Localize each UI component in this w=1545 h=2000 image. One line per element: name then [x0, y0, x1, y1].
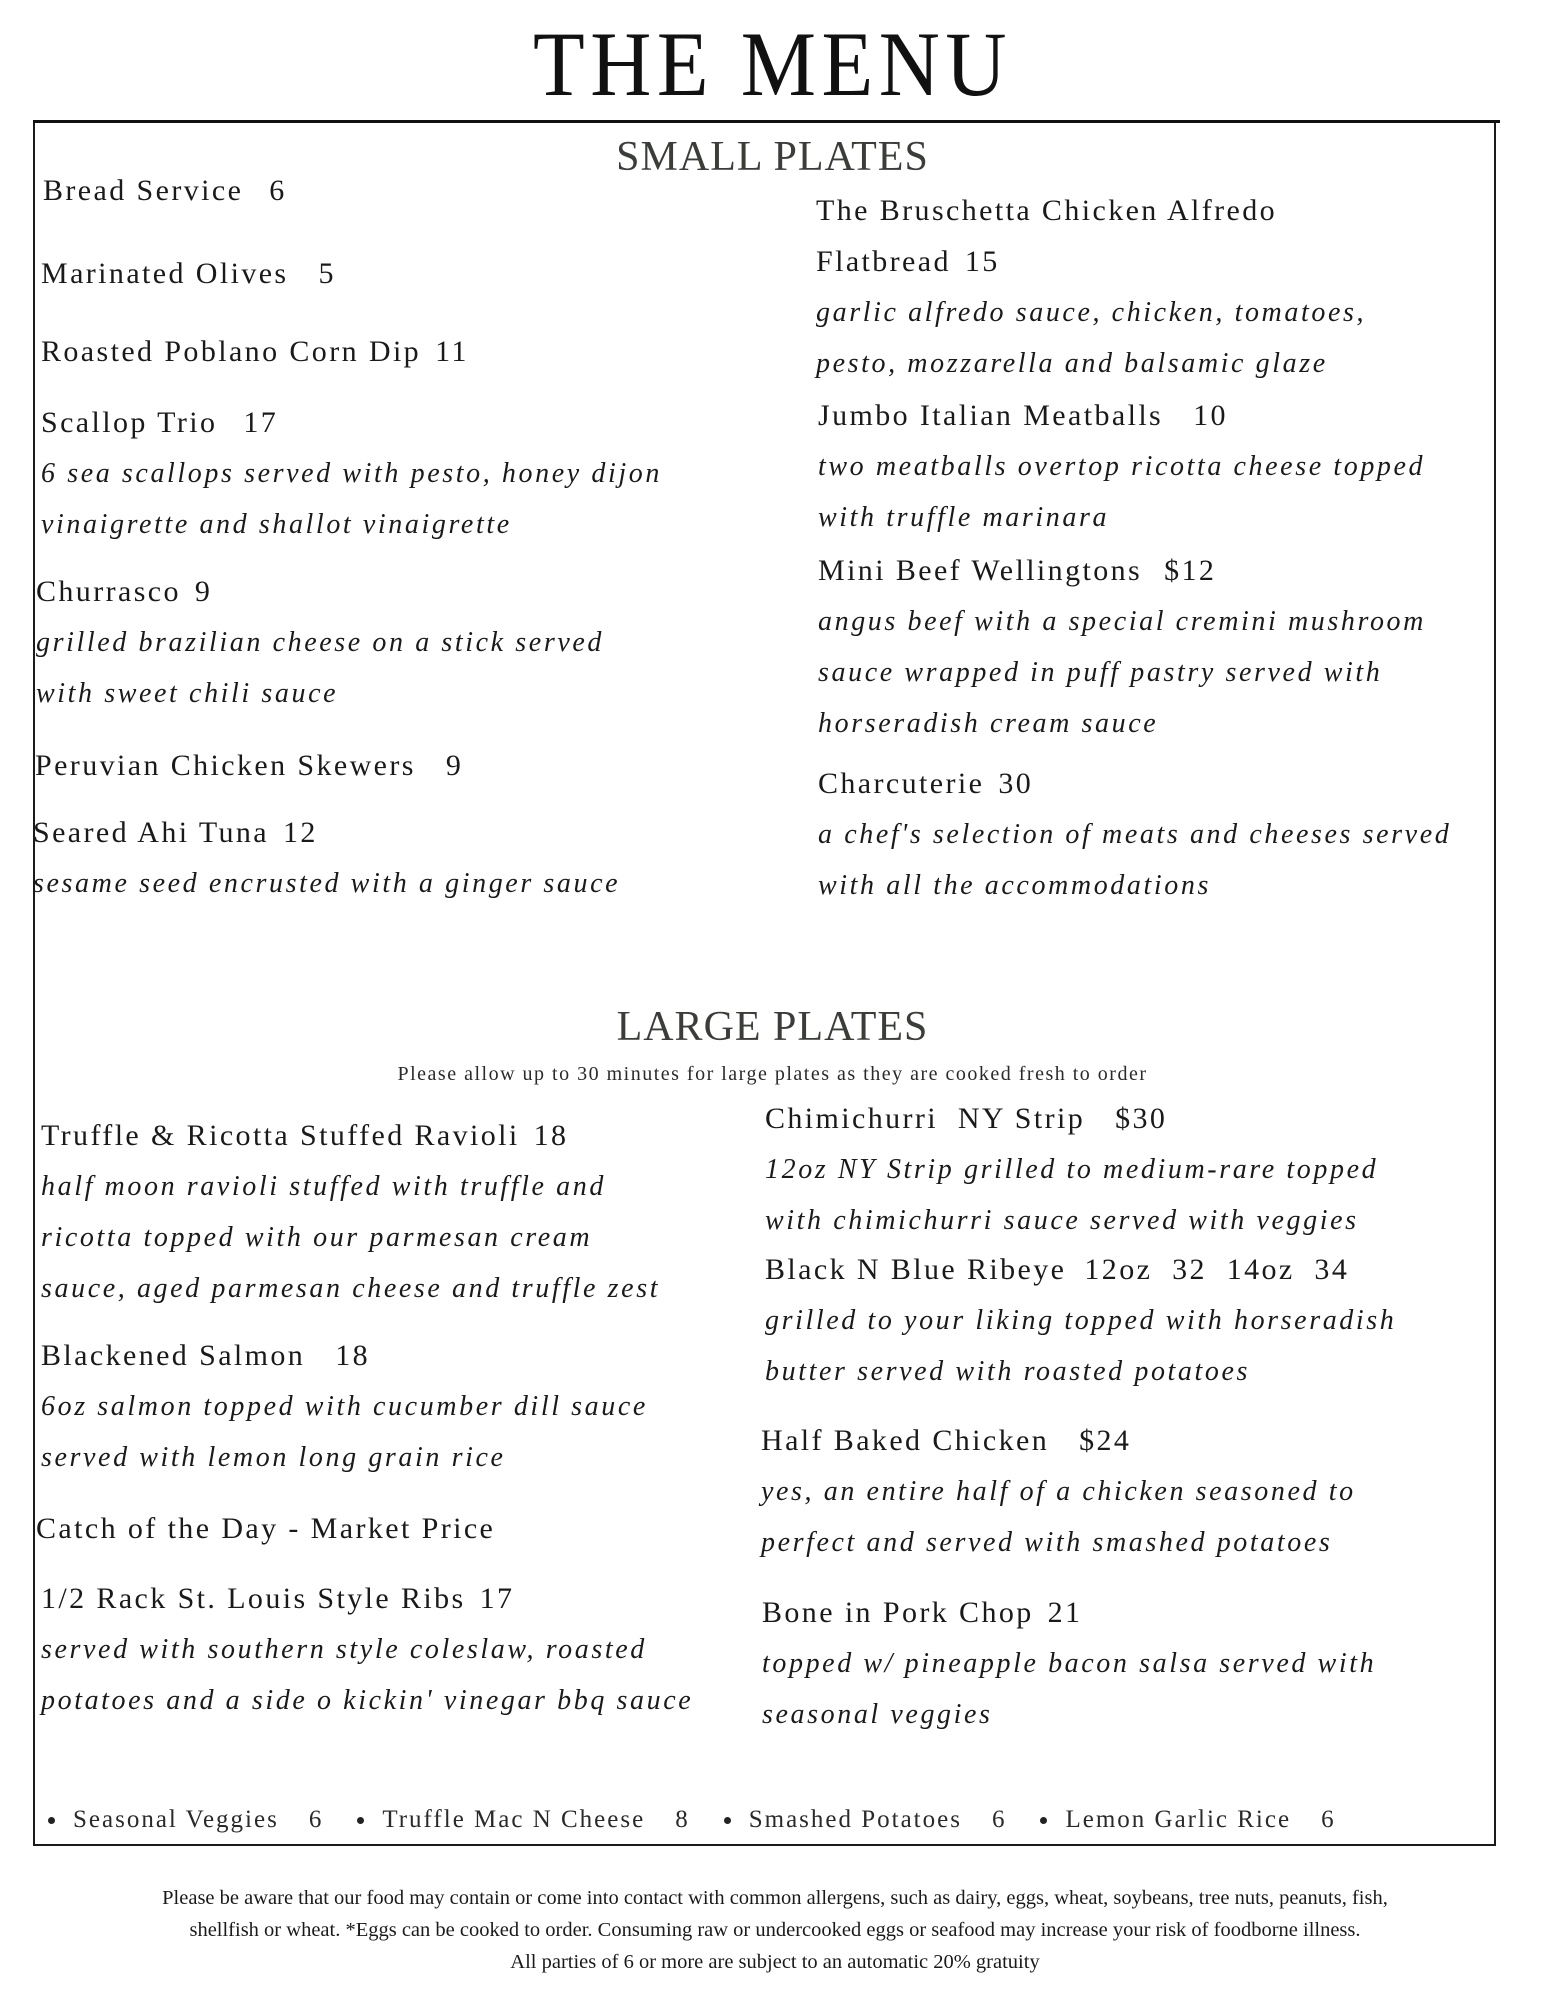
item-price: 17 — [479, 1582, 515, 1615]
item-name: Mini Beef Wellingtons — [818, 554, 1143, 587]
item-description: sauce wrapped in puff pastry served with — [818, 657, 1383, 688]
item-name: Seared Ahi Tuna — [33, 816, 270, 849]
item-description: angus beef with a special cremini mushroom — [818, 606, 1426, 637]
menu-item — [36, 566, 604, 719]
item-price: 11 — [435, 335, 469, 368]
item-price: $24 — [1079, 1424, 1132, 1457]
menu-item — [35, 740, 463, 791]
large-plates-subtitle: Please allow up to 30 minutes for large plates as they are cooked fresh to order — [397, 1063, 1148, 1085]
menu-item — [41, 326, 469, 377]
item-description: a chef's selection of meats and cheeses served — [818, 819, 1452, 850]
menu-item — [818, 545, 1426, 749]
item-price: 17 — [243, 406, 279, 439]
side-item — [1040, 1806, 1335, 1834]
item-description: grilled to your liking topped with horseradish — [765, 1305, 1397, 1336]
allergen-notice-line: Please be aware that our food may contain or come into contact with common allergens, such as dairy, eggs, wheat, soybeans, tree nuts, peanuts, fish, — [162, 1887, 1388, 1909]
bullet-icon — [1040, 1817, 1047, 1824]
side-price: 6 — [308, 1806, 324, 1833]
side-price: 6 — [1321, 1806, 1336, 1833]
item-price: $12 — [1164, 554, 1217, 587]
menu-item — [41, 1330, 648, 1483]
item-name: Bread Service — [43, 174, 244, 207]
menu-item — [41, 397, 662, 550]
item-price: $30 — [1115, 1102, 1168, 1135]
item-name: Half Baked Chicken — [761, 1424, 1050, 1457]
item-description: half moon ravioli stuffed with truffle and — [41, 1171, 606, 1202]
bullet-icon — [357, 1817, 364, 1824]
item-name: Jumbo Italian Meatballs — [818, 399, 1164, 432]
item-description: served with lemon long grain rice — [41, 1442, 506, 1473]
item-price: 18 — [335, 1339, 370, 1372]
side-item — [724, 1806, 1007, 1834]
item-description: butter served with roasted potatoes — [765, 1356, 1251, 1387]
item-name: Chimichurri NY Strip — [765, 1102, 1086, 1135]
item-description: 12oz NY Strip grilled to medium-rare topped — [765, 1154, 1379, 1185]
item-description: pesto, mozzarella and balsamic glaze — [816, 348, 1328, 379]
item-description: horseradish cream sauce — [818, 708, 1159, 739]
item-description: seasonal veggies — [762, 1699, 993, 1730]
item-price: 12oz 32 14oz 34 — [1084, 1253, 1350, 1286]
large-plates-heading: LARGE PLATES — [616, 1004, 929, 1050]
item-name: Marinated Olives — [41, 257, 289, 290]
gratuity-notice: All parties of 6 or more are subject to an automatic 20% gratuity — [510, 1951, 1040, 1973]
item-name: Charcuterie — [818, 767, 985, 800]
item-description: 6oz salmon topped with cucumber dill sauce — [41, 1391, 648, 1422]
item-description: grilled brazilian cheese on a stick served — [36, 627, 604, 658]
item-price: 21 — [1047, 1596, 1083, 1629]
item-description: ricotta topped with our parmesan cream — [41, 1222, 593, 1253]
item-description: with all the accommodations — [818, 870, 1211, 901]
side-name: Lemon Garlic Rice — [1065, 1806, 1292, 1833]
item-name: Truffle & Ricotta Stuffed Ravioli — [41, 1119, 520, 1152]
item-name-line2: Flatbread — [816, 245, 951, 278]
item-price: 12 — [283, 816, 318, 849]
menu-item — [41, 1573, 693, 1726]
side-item — [48, 1806, 323, 1834]
item-name: Blackened Salmon — [41, 1339, 306, 1372]
menu-item — [761, 1415, 1356, 1568]
item-description: 6 sea scallops served with pesto, honey dijon — [41, 458, 662, 489]
item-price: 30 — [998, 767, 1034, 800]
item-description: with truffle marinara — [818, 502, 1110, 533]
allergen-notice — [30, 1882, 1520, 1978]
item-name: Scallop Trio — [41, 406, 218, 439]
menu-item — [818, 758, 1451, 911]
menu-item — [818, 390, 1425, 543]
item-description: topped w/ pineapple bacon salsa served with — [762, 1648, 1377, 1679]
side-name: Truffle Mac N Cheese — [382, 1806, 646, 1833]
bullet-icon — [724, 1817, 731, 1824]
menu-item — [762, 1587, 1376, 1740]
item-description: with sweet chili sauce — [36, 678, 339, 709]
item-description: potatoes and a side o kickin' vinegar bbq sauce — [41, 1685, 694, 1716]
item-price: 9 — [445, 749, 464, 782]
item-price: 5 — [318, 257, 336, 290]
allergen-notice-line: shellfish or wheat. *Eggs can be cooked to order. Consuming raw or undercooked eggs or seafood may increase your risk of foodborne illness. — [189, 1919, 1361, 1941]
item-name: Churrasco — [36, 575, 181, 608]
menu-item — [41, 248, 336, 299]
item-description: two meatballs overtop ricotta cheese topped — [818, 451, 1426, 482]
item-description: with chimichurri sauce served with veggies — [765, 1205, 1359, 1236]
menu-title: THE MENU — [532, 13, 1013, 115]
menu-item — [816, 185, 1366, 389]
item-name: The Bruschetta Chicken Alfredo — [816, 194, 1278, 227]
item-description: vinaigrette and shallot vinaigrette — [41, 509, 512, 540]
bullet-icon — [48, 1817, 55, 1824]
item-price: 10 — [1193, 399, 1228, 432]
menu-item — [41, 1110, 660, 1314]
item-description: served with southern style coleslaw, roasted — [41, 1634, 647, 1665]
item-description: sesame seed encrusted with a ginger sauce — [33, 868, 621, 899]
item-price: 18 — [533, 1119, 569, 1152]
item-name: Peruvian Chicken Skewers — [35, 749, 416, 782]
menu-item — [765, 1244, 1396, 1397]
item-description: perfect and served with smashed potatoes — [761, 1527, 1333, 1558]
menu-item — [36, 1503, 495, 1554]
side-name: Seasonal Veggies — [73, 1806, 279, 1833]
item-name: Black N Blue Ribeye — [765, 1253, 1067, 1286]
sides-row — [48, 1800, 1488, 1840]
small-plates-heading: SMALL PLATES — [616, 134, 929, 180]
item-price: 9 — [194, 575, 213, 608]
side-price: 8 — [675, 1806, 690, 1833]
item-description: yes, an entire half of a chicken seasoned to — [761, 1476, 1356, 1507]
side-price: 6 — [991, 1806, 1007, 1833]
side-item — [357, 1806, 689, 1834]
item-price: 15 — [964, 245, 1000, 278]
menu-frame-top-rule — [33, 120, 1500, 123]
item-name: Bone in Pork Chop — [762, 1596, 1034, 1629]
item-description: sauce, aged parmesan cheese and truffle zest — [41, 1273, 661, 1304]
item-name: Catch of the Day - Market Price — [36, 1512, 496, 1545]
item-name: Roasted Poblano Corn Dip — [41, 335, 422, 368]
menu-item — [43, 165, 287, 216]
item-description: garlic alfredo sauce, chicken, tomatoes, — [816, 297, 1367, 328]
menu-item — [33, 807, 620, 909]
menu-item — [765, 1093, 1378, 1246]
side-name: Smashed Potatoes — [748, 1806, 962, 1833]
item-price: 6 — [269, 174, 287, 207]
item-name: 1/2 Rack St. Louis Style Ribs — [41, 1582, 466, 1615]
